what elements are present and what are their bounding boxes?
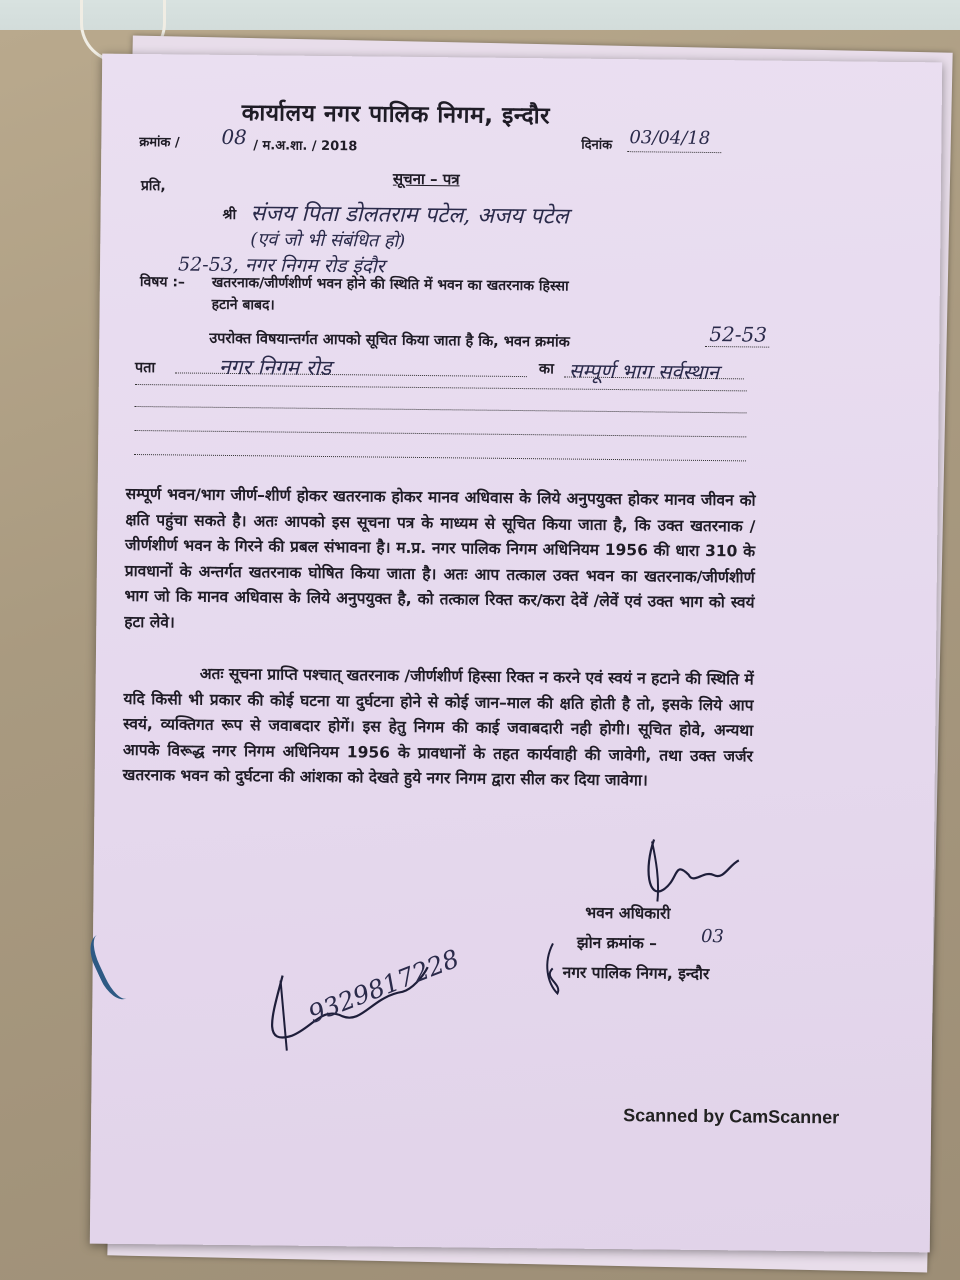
shri-label: श्री [222,206,237,224]
subject-label: विषय :– [139,274,186,291]
building-number: 52-53 [709,322,768,347]
blank-line-4 [134,454,746,461]
office-title: कार्यालय नगर पालिक निगम, इन्दौर [241,100,551,130]
blank-line-3 [134,430,746,437]
ref-label: क्रमांक / [139,135,180,151]
address-value: नगर निगम रोड [218,354,332,381]
blank-line-1 [135,384,747,391]
body-paragraph-2: अतः सूचना प्राप्ति पश्चात् खतरनाक /जीर्णशीर्ण हिस्सा रिक्त न करने एवं स्वयं न हटाने की स्थिति में यदि किसी भी प्रकार की कोई घटना या दुर्घटना होने से कोई जान–माल की क्षति होती है तो, इसके लिये आप स्वयं, व्यक्तिगत रूप से जवाबदार होगें। इस हेतु निगम की काई जवाबदारी नही होगी। सूचित होवे, अन्यथा आपके विरूद्ध नगर निगम अधिनियम 1956 के प्रावधानों के तहत कार्यवाही की जावेगी, तथा उक्त जर्जर खतरनाक भवन को दुर्घटना की आंशका को देखते हुये नगर निगम द्वारा सील कर दिया जावेगा। [122,664,754,790]
camscanner-watermark: Scanned by CamScanner [623,1105,840,1128]
ref-number: 08 [221,124,247,150]
ref-suffix: / म.अ.शा. / 2018 [253,138,358,155]
notice-page [90,54,942,1253]
recipient-address: 52-53, नगर निगम रोड इंदौर [177,253,385,278]
date-value: 03/04/18 [629,127,711,150]
intro-text: उपरोक्त विषयान्तर्गत आपको सूचित किया जाता है कि, भवन क्रमांक [209,330,570,351]
zone-value: 03 [700,925,725,948]
date-underline [627,151,721,153]
date-label: दिनांक [581,137,613,153]
blank-line-2 [135,406,747,413]
officer-signature [633,829,744,910]
receiver-phone: 9329817228 [304,943,464,1029]
address-label: पता [134,359,156,377]
zone-label: झोन क्रमांक – [576,933,658,953]
doc-type: सूचना – पत्र [392,169,460,189]
building-number-line [705,346,769,348]
to-label: प्रति, [140,178,166,195]
officer-designation: भवन अधिकारी [585,903,671,923]
subject-line2: हटाने बाबद। [211,296,275,314]
subject-line1: खतरनाक/जीर्णशीर्ण भवन होने की स्थिति में भवन का खतरनाक हिस्सा [211,274,569,295]
ka-label: का [538,361,554,378]
recipient-name: संजय पिता डोलतराम पटेल, अजय पटेल [250,201,569,230]
office-stamp-mark [532,938,573,998]
portion-value: सम्पूर्ण भाग सर्वस्थान [568,358,720,385]
body-paragraph-1: सम्पूर्ण भवन/भाग जीर्ण–शीर्ण होकर खतरनाक होकर मानव अधिवास के लिये अनुपयुक्त होकर मानव जीवन को क्षति पहुंचा सकते है। अतः आपको इस सूचना पत्र के माध्यम से सूचित किया जाता है, कि उक्त खतरनाक /जीर्णशीर्ण भवन के गिरने की प्रबल संभावना है। म.प्र. नगर पालिक निगम अधिनियम 1956 की धारा 310 के प्रावधानों के अन्तर्गत खतरनाक घोषित किया जाता है। अतः आप तत्काल उक्त भवन का खतरनाक/जीर्णशीर्ण भाग जो कि मानव अधिवास के लिये अनुपयुक्त है, को तत्काल रिक्त कर/करा देवें /लेवें एवं उक्त भाग को स्वयं हटा लेवे। [124,484,756,631]
recipient-name-line2: (एवं जो भी संबंधित हो) [250,229,406,252]
office-name: नगर पालिक निगम, इन्दौर [562,963,710,984]
